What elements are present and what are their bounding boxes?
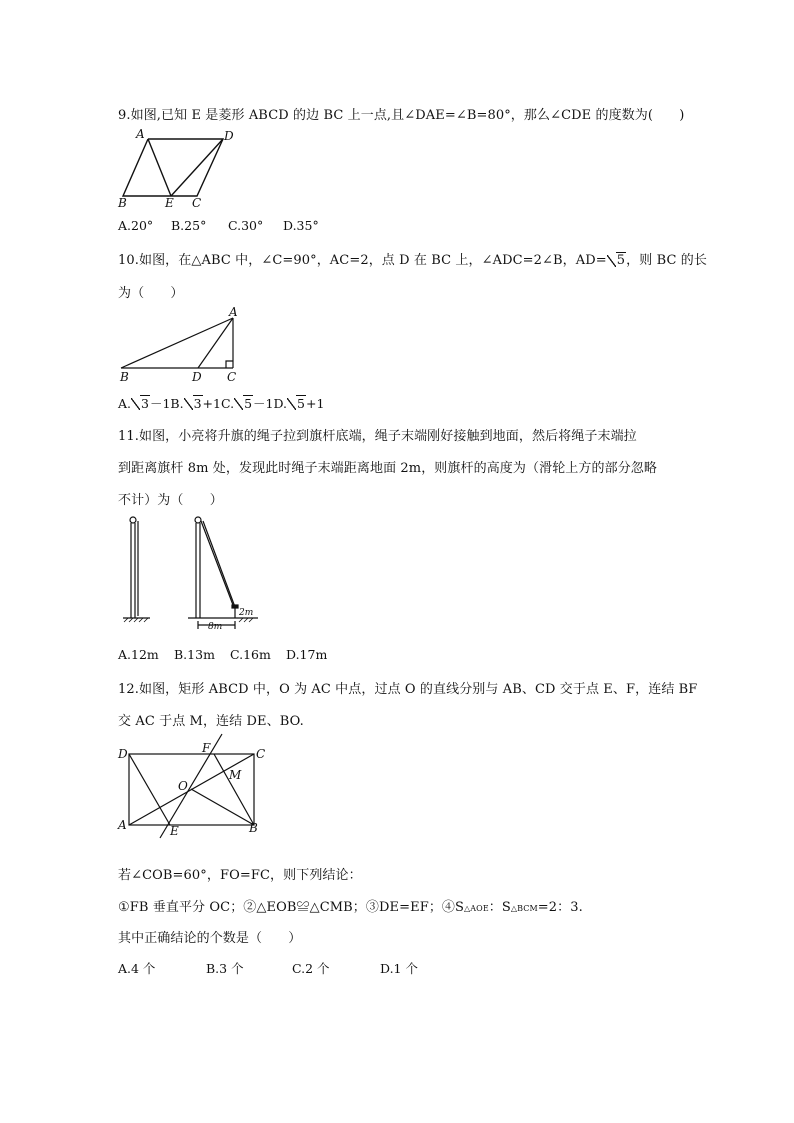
q12-question: 其中正确结论的个数是（ ）	[118, 931, 302, 946]
q10-stem-text: 10.如图，在△ABC 中，∠C=90°，AC=2，点 D 在 BC 上，∠ADC=2∠B，AD=	[118, 253, 607, 268]
q10-option-d-tail: +1	[306, 396, 325, 411]
q12-label-f: F	[202, 741, 211, 755]
q10-stem-line2: 为（ ）	[118, 286, 184, 301]
q12-conclusions-text: ①FB 垂直平分 OC；②△EOB≌△CMB；③DE=EF；④S	[118, 900, 465, 915]
q10-stem-text-end: ，则 BC 的长	[626, 253, 707, 268]
q12-subscript-bcm: △BCM	[510, 904, 538, 913]
q9-stem: 9.如图,已知 E 是菱形 ABCD 的边 BC 上一点,且∠DAE=∠B=80°，那么∠CDE 的度数为( )	[118, 108, 685, 123]
q12-option-c[interactable]: C.2 个	[292, 961, 330, 976]
sqrt-symbol: 3	[184, 396, 203, 411]
q11-label-2m: 2m	[239, 608, 254, 618]
q10-label-d: D	[192, 370, 202, 384]
q10-label-c: C	[227, 370, 237, 384]
q9-label-d: D	[224, 129, 234, 143]
q12-label-e: E	[170, 824, 179, 838]
sqrt-symbol: 5	[234, 396, 253, 411]
q11-stem-line3: 不计）为（ ）	[118, 493, 223, 508]
q12-conclusions	[118, 896, 583, 915]
q9-options	[118, 218, 319, 233]
sqrt-symbol: 3	[131, 396, 150, 411]
q12-label-o: O	[178, 779, 188, 793]
q10-option-c[interactable]: +1C.	[202, 396, 235, 411]
q12-options	[118, 959, 418, 977]
q10-options	[118, 394, 324, 412]
q9-option-c[interactable]: C.30°	[228, 218, 264, 233]
q11-stem-line1: 11.如图，小亮将升旗的绳子拉到旗杆底端，绳子末端刚好接触到地面，然后将绳子末端拉	[118, 429, 637, 444]
q12-stem-line2: 交 AC 于点 M，连结 DE、BO.	[118, 714, 304, 729]
q9-option-a[interactable]: A.20°	[118, 218, 154, 233]
q12-label-d: D	[118, 747, 128, 761]
q12-conclusions-end: =2：3.	[537, 900, 583, 915]
q11-option-d[interactable]: D.17m	[286, 647, 328, 662]
q10-label-b: B	[120, 370, 129, 384]
q10-triangle-figure	[118, 306, 243, 386]
q11-label-8m: 8m	[208, 622, 223, 632]
q12-stem-line1: 12.如图，矩形 ABCD 中，O 为 AC 中点，过点 O 的直线分别与 AB、CD 交于点 E、F，连结 BF	[118, 682, 698, 697]
q10-option-a[interactable]: A.	[118, 396, 132, 411]
q11-options	[118, 647, 327, 662]
q12-condition: 若∠COB=60°，FO=FC，则下列结论：	[118, 868, 362, 883]
q10-stem-line1	[118, 249, 707, 268]
q10-label-a: A	[229, 305, 238, 319]
q12-label-m: M	[229, 768, 242, 782]
q12-option-d[interactable]: D.1 个	[380, 961, 418, 976]
q11-flagpole-figure	[118, 513, 263, 635]
q12-option-a[interactable]: A.4 个	[118, 961, 156, 976]
q9-option-d[interactable]: D.35°	[283, 218, 319, 233]
sqrt-symbol: 5	[607, 253, 626, 268]
q9-option-b[interactable]: B.25°	[171, 218, 207, 233]
q9-label-b: B	[118, 196, 127, 210]
q9-label-e: E	[165, 196, 174, 210]
q12-label-b: B	[249, 821, 258, 835]
q11-option-a[interactable]: A.12m	[118, 647, 159, 662]
q10-option-b[interactable]: －1B.	[149, 396, 184, 411]
q11-option-b[interactable]: B.13m	[174, 647, 215, 662]
q9-rhombus-figure	[118, 125, 243, 210]
q11-stem-line2: 到距离旗杆 8m 处，发现此时绳子末端距离地面 2m，则旗杆的高度为（滑轮上方的部分忽略	[118, 461, 657, 476]
q12-conclusions-mid: ：S	[488, 900, 511, 915]
q12-rectangle-figure	[118, 734, 268, 842]
q9-label-c: C	[192, 196, 202, 210]
q12-subscript-aoe: △AOE	[464, 904, 489, 913]
q10-option-d[interactable]: －1D.	[253, 396, 288, 411]
q9-label-a: A	[136, 127, 145, 141]
q11-option-c[interactable]: C.16m	[230, 647, 271, 662]
q12-option-b[interactable]: B.3 个	[206, 961, 244, 976]
q12-label-a: A	[118, 818, 127, 832]
sqrt-symbol: 5	[287, 396, 306, 411]
q12-label-c: C	[256, 747, 266, 761]
